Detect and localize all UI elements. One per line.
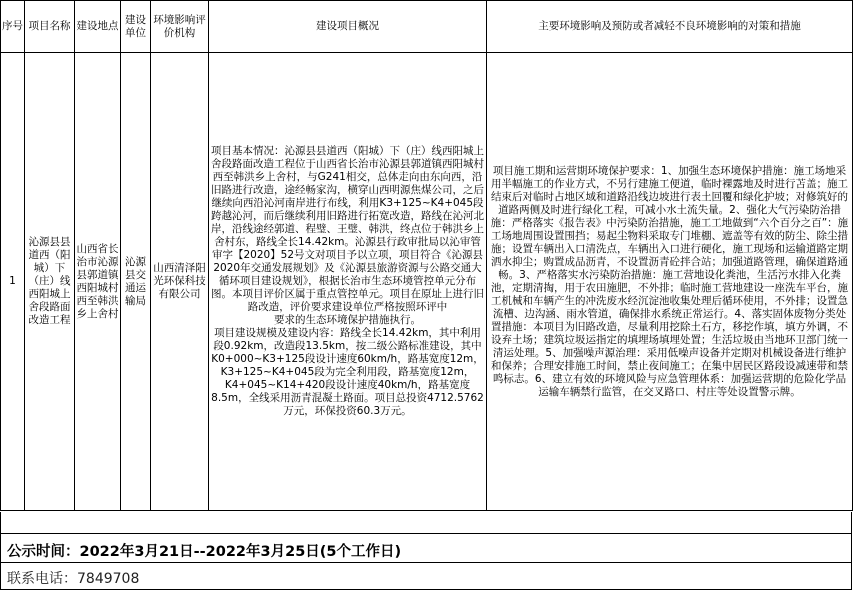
header-measures: 主要环境影响及预防或者减轻不良环境影响的对策和措施 (487, 1, 853, 53)
publicity-period: 公示时间：2022年3月21日--2022年3月25日(5个工作日) (7, 544, 402, 560)
cell-measures: 项目施工期和运营期环境保护要求：1、加强生态环境保护措施：施工场地采用半幅施工的作业方式，不另行建施工便道，临时裸露地及时进行苫盖；施工结束后对临时占地区域和道路沿线边坡进行表土回覆和绿化护坡；对修筑好的道路两侧及时进行绿化工程，可减小水土流失量。2、强化大气污染防治措施：严格落实《报告表》中污染防治措施，施工工地做到“六个百分之百”：施工场地周围设置围挡；易起尘物料采取专门堆棚、遮盖等有效的防尘、除尘措施；设置车辆出入口清洗点，车辆出入口进行硬化，施工现场和运输道路定期洒水抑尘；购置成品沥青，不设置沥青砼拌合站；加强道路管理，确保道路通畅。3、严格落实水污染防治措施：施工营地设化粪池，生活污水排入化粪池，定期清掏，用于农田施肥，不外排；临时施工营地建设一座洗车平台，施工机械和车辆产生的冲洗废水经沉淀池收集处理后循环使用，不外排；设置急流槽、边沟涵、雨水管道，确保排水系统正常运行。4、落实固体废物分类处置措施：本项目为旧路改造，尽量利用挖除土石方，移挖作填，填方外调，不设弃土场；建筑垃圾运指定的填埋场填埋处置；生活垃圾由当地环卫部门统一清运处理。5、加强噪声源治理：采用低噪声设备并定期对机械设备进行维护和保养；合理安排施工时间，禁止夜间施工；在集中居民区路段设减速带和禁鸣标志。6、建立有效的环境风险与应急管理体系：加强运营期的危险化学品运输车辆禁行监管，在交叉路口、村庄等处设置警示牌。 (487, 53, 853, 511)
header-eia-org: 环境影响评价机构 (151, 1, 209, 53)
cell-location: 山西省长治市沁源县郭道镇西阳城村西至韩洪乡上舍村 (75, 53, 121, 511)
notice-row (0, 534, 852, 562)
phone-row (0, 562, 852, 590)
cell-overview (209, 53, 487, 511)
overview-paragraph-1-end: 要求的生态环境保护措施执行。 (274, 314, 421, 326)
header-project-name: 项目名称 (25, 1, 75, 53)
cell-builder: 沁源县交通运输局 (121, 53, 151, 511)
cell-project-name: 沁源县县道西（阳城）下（庄）线西阳城上舍段路面改造工程 (25, 53, 75, 511)
contact-phone: 联系电话：7849708 (7, 571, 140, 587)
table-row (1, 53, 853, 511)
cell-eia-org: 山西清泽阳光环保科技有限公司 (151, 53, 209, 511)
overview-paragraph-1: 项目基本情况：沁源县县道西（阳城）下（庄）线西阳城上舍段路面改造工程位于山西省长治市沁源县郭道镇西阳城村西至韩洪乡上舍村，与G241相交，总体走向由东向西，沿旧路进行改造，途经畅家沟，横穿山西明源焦煤公司，之后继续向西沿沁河南岸进行布线，利用K3+125~K4+045段跨越沁河，而后继续利用旧路进行拓宽改造，路线在沁河北岸，沿线途经郭道、程璧、王璧、韩洪，终点位于韩洪乡上舍村东，路线全长14.42km。沁源县行政审批局以沁审管审字【2020】52号文对项目予以立项，项目符合《沁源县2020年交通发展规划》及《沁源县旅游资源与公路交通大循环项目建设规划》，根据长治市生态环境管控单元分布图。本项目评价区属于重点管控单元。项目在原址上进行旧路改造，评价要求建设单位严格按照环评中 (211, 145, 484, 313)
header-location: 建设地点 (75, 1, 121, 53)
cell-seq: 1 (1, 53, 25, 511)
overview-paragraph-2: 项目建设规模及建设内容：路线全长14.42km，其中利用段0.92km，改造段13.5km，按二级公路标准建设，其中K0+000~K3+125段设计速度60km/h，路基宽度12m，K3+125~K4+045段为完全利用段，路基宽度12m，K4+045~K14+420段设计速度40km/h，路基宽度8.5m，全线采用沥青混凝土路面。项目总投资4712.5762万元，环保投资60.3万元。 (211, 327, 484, 417)
header-overview: 建设项目概况 (209, 1, 487, 53)
header-seq: 序号 (1, 1, 25, 53)
header-builder: 建设单位 (121, 1, 151, 53)
table-blank-row (0, 512, 852, 534)
table-header-row (1, 1, 853, 53)
